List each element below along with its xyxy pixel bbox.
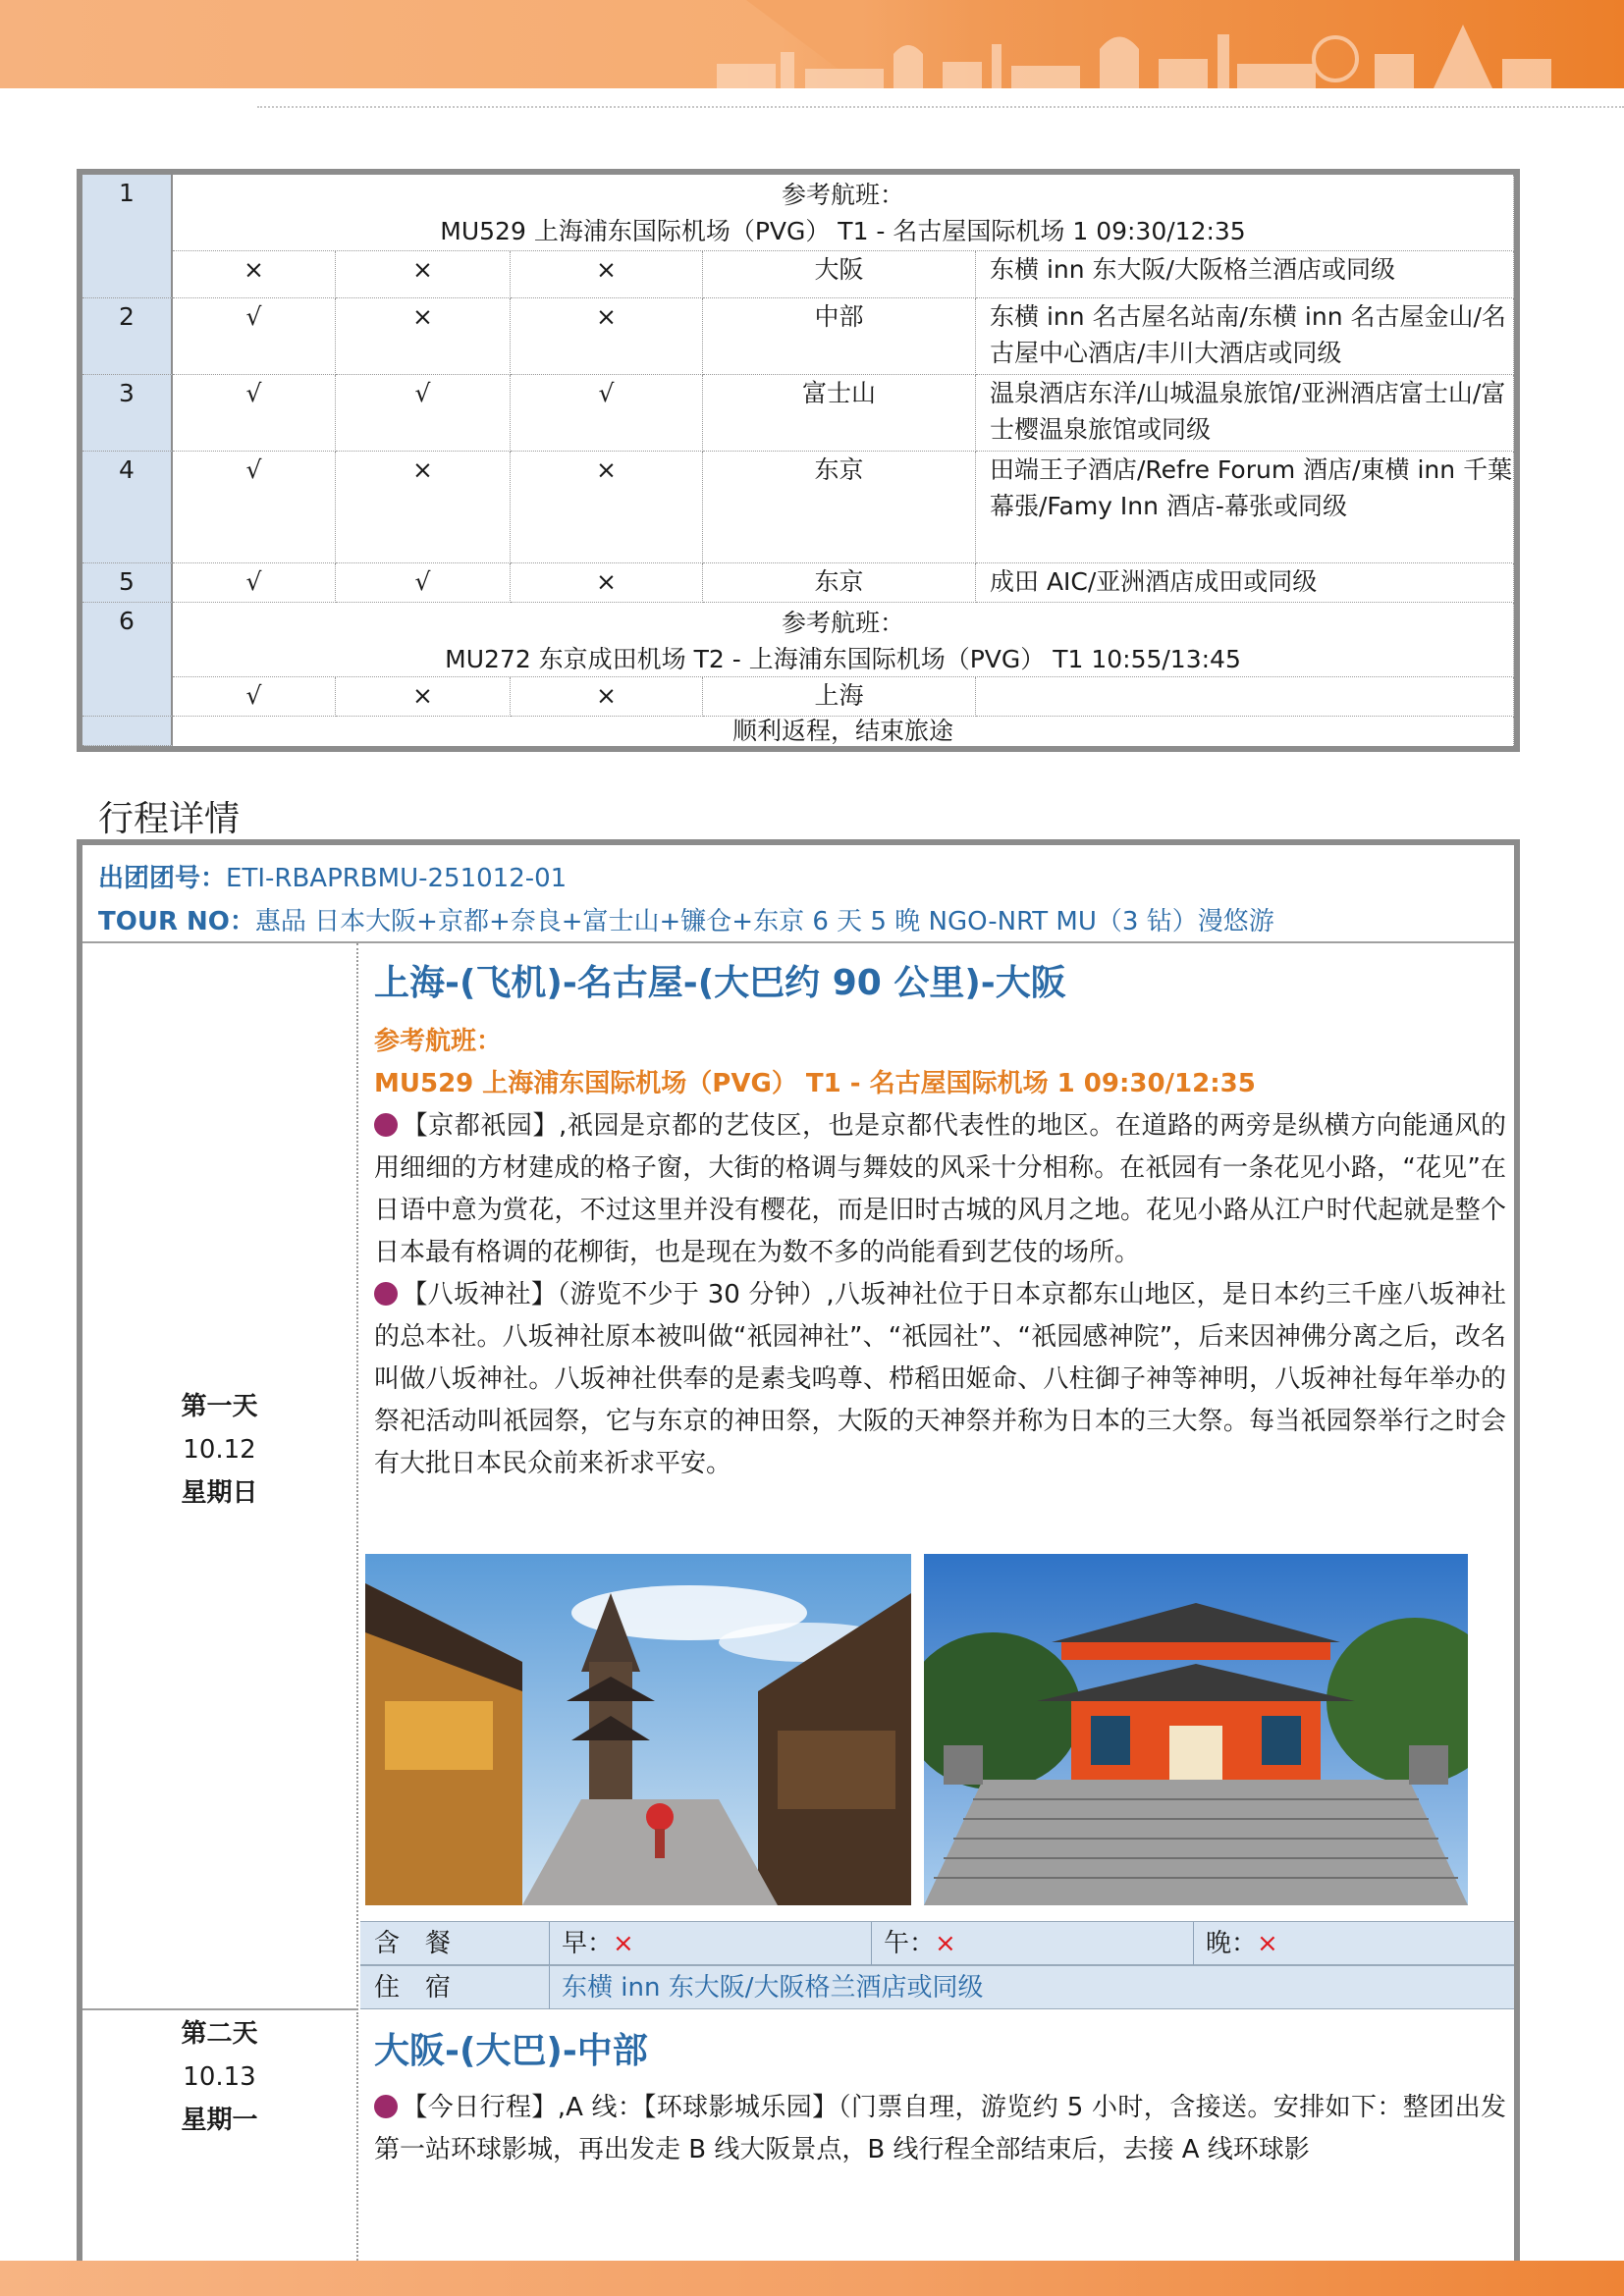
- day-date: 10.12: [183, 1435, 256, 1465]
- day-label: 第一天: [181, 1392, 258, 1421]
- breakfast-mark: ×: [173, 251, 336, 298]
- row-number: 3: [82, 375, 173, 452]
- breakfast-mark: √: [173, 298, 336, 375]
- lunch-mark: ×: [336, 452, 511, 563]
- city: 中部: [703, 298, 976, 375]
- day1-label-column: [82, 943, 358, 2010]
- meals-label: 含 餐: [374, 1929, 452, 1958]
- breakfast-label: 早：: [562, 1929, 614, 1958]
- photo-yasaka-shrine: [924, 1554, 1468, 1905]
- city: 东京: [703, 563, 976, 603]
- lunch-mark: √: [336, 563, 511, 603]
- city: 东京: [703, 452, 976, 563]
- city: 富士山: [703, 375, 976, 452]
- lunch-mark: ×: [336, 298, 511, 375]
- hotel: 田端王子酒店/Refre Forum 酒店/東横 inn 千葉幕張/Famy Inn 酒店-幕张或同级: [976, 452, 1514, 563]
- breakfast-mark: √: [173, 677, 336, 717]
- flight-info: [173, 175, 1514, 251]
- dinner: [1193, 1922, 1278, 1965]
- day-date: 10.13: [183, 2062, 256, 2092]
- attraction-text: 【京都祇园】,祇园是京都的艺伎区，也是京都代表性的地区。在道路的两旁是纵横方向能通风的用细细的方材建成的格子窗，大街的格调与舞妓的风采十分相称。在祇园有一条花见小路，“花见”在日语中意为赏花，不过这里并没有樱花，而是旧时古城的风月之地。花见小路从江户时代起就是整个日本最有格调的花柳街，也是现在为数不多的尚能看到艺伎的场所。: [374, 1111, 1506, 1267]
- photo-kyoto-street: [365, 1554, 911, 1905]
- hotel: 东横 inn 名古屋名站南/东横 inn 名古屋金山/名古屋中心酒店/丰川大酒店或同级: [976, 298, 1514, 375]
- day1-label-group: [82, 1385, 356, 1515]
- page-footer-band: [0, 2261, 1624, 2296]
- lunch-mark: ×: [336, 251, 511, 298]
- hotel: 温泉酒店东洋/山城温泉旅馆/亚洲酒店富士山/富士樱温泉旅馆或同级: [976, 375, 1514, 452]
- trip-ending: 顺利返程，结束旅途: [173, 717, 1514, 746]
- breakfast-mark: √: [173, 375, 336, 452]
- tour-name-line: [98, 900, 1514, 943]
- group-number: ETI-RBAPRBMU-251012-01: [226, 864, 568, 893]
- header-rule: [257, 106, 1624, 108]
- dinner-label: 晚：: [1206, 1929, 1258, 1958]
- day-weekday: 星期日: [181, 1478, 258, 1508]
- day-label: 第二天: [181, 2019, 258, 2049]
- day2-label-group: [82, 2012, 356, 2142]
- group-number-line: [98, 857, 1514, 900]
- flight-info: [173, 603, 1514, 677]
- tour-name: 惠品 日本大阪+京都+奈良+富士山+镰仓+东京 6 天 5 晚 NGO-NRT MU（3 钻）漫悠游: [254, 907, 1274, 936]
- day2-content: [360, 2023, 1514, 2171]
- attraction-text: 【八坂神社】（游览不少于 30 分钟）,八坂神社位于日本京都东山地区，是日本约三千座八坂神社的总本社。八坂神社原本被叫做“祇园神社”、“祇园社”、“祇园感神院”，后来因神佛分离之后，改名叫做八坂神社。八坂神社供奉的是素戋呜尊、栉稻田姬命、八柱御子神等神明，八坂神社每年举办的祭祀活动叫祇园祭，它与东京的神田祭，大阪的天神祭并称为日本的三大祭。每当祇园祭举行之时会有大批日本民众前来祈求平安。: [374, 1280, 1506, 1478]
- itinerary-detail-table: [77, 839, 1520, 2292]
- flight-text: MU272 东京成田机场 T2 - 上海浦东国际机场（PVG） T1 10:55/13:45: [445, 645, 1241, 673]
- flight-label: 参考航班：: [781, 181, 904, 209]
- city: 大阪: [703, 251, 976, 298]
- row-number: 6: [82, 603, 173, 717]
- meals-row: [360, 1921, 1514, 1965]
- day1-content: [360, 955, 1514, 1485]
- dinner-mark: ×: [511, 298, 703, 375]
- row-number-blank: [82, 717, 173, 746]
- hotel: [976, 677, 1514, 717]
- section-title: 行程详情: [98, 799, 241, 839]
- breakfast-mark: √: [173, 452, 336, 563]
- city: 上海: [703, 677, 976, 717]
- dinner-mark: √: [511, 375, 703, 452]
- skyline-decoration-icon: [687, 15, 1571, 88]
- lunch: [871, 1922, 956, 1965]
- row-number: 2: [82, 298, 173, 375]
- day2-label-column: [82, 2012, 358, 2296]
- tour-number-label: TOUR NO：: [98, 907, 255, 936]
- day-title: 大阪-(大巴)-中部: [374, 2031, 648, 2071]
- lunch-label: 午：: [884, 1929, 936, 1958]
- attraction-gion: [360, 1105, 1514, 1274]
- row-number: 4: [82, 452, 173, 563]
- lunch-mark: ×: [336, 677, 511, 717]
- hotel: 成田 AIC/亚洲酒店成田或同级: [976, 563, 1514, 603]
- breakfast-value: ×: [613, 1929, 634, 1958]
- flight-label: 参考航班：: [781, 609, 904, 637]
- stay-label: 住 宿: [374, 1973, 452, 2002]
- hotel: 东横 inn 东大阪/大阪格兰酒店或同级: [976, 251, 1514, 298]
- lunch-mark: √: [336, 375, 511, 452]
- bullet-icon: [374, 1282, 398, 1306]
- row-number: 5: [82, 563, 173, 603]
- dinner-mark: ×: [511, 563, 703, 603]
- day-title: 上海-(飞机)-名古屋-(大巴约 90 公里)-大阪: [374, 963, 1066, 1003]
- breakfast: [549, 1922, 634, 1965]
- flight-text: MU529 上海浦东国际机场（PVG） T1 - 名古屋国际机场 1 09:30/12:35: [440, 217, 1246, 245]
- row-number: 1: [82, 175, 173, 298]
- dinner-mark: ×: [511, 251, 703, 298]
- attraction-today: [360, 2087, 1514, 2171]
- itinerary-summary-table: [77, 169, 1520, 752]
- attraction-yasaka: [360, 1274, 1514, 1485]
- flight-text: MU529 上海浦东国际机场（PVG） T1 - 名古屋国际机场 1 09:30/12:35: [374, 1069, 1256, 1098]
- dinner-value: ×: [1257, 1929, 1278, 1958]
- group-number-label: 出团团号：: [98, 864, 227, 893]
- stay-row: [360, 1965, 1514, 2009]
- flight-label: 参考航班：: [374, 1027, 503, 1056]
- day-weekday: 星期一: [181, 2106, 258, 2135]
- stay-value: 东横 inn 东大阪/大阪格兰酒店或同级: [549, 1966, 983, 2009]
- bullet-icon: [374, 1113, 398, 1137]
- dinner-mark: ×: [511, 677, 703, 717]
- tour-info-box: [82, 845, 1514, 943]
- bullet-icon: [374, 2095, 398, 2118]
- breakfast-mark: √: [173, 563, 336, 603]
- lunch-value: ×: [935, 1929, 956, 1958]
- attraction-text: 【今日行程】,A 线：【环球影城乐园】（门票自理，游览约 5 小时，含接送。安排如下：整团出发第一站环球影城，再出发走 B 线大阪景点，B 线行程全部结束后，去接 A 线环球影: [374, 2093, 1506, 2164]
- dinner-mark: ×: [511, 452, 703, 563]
